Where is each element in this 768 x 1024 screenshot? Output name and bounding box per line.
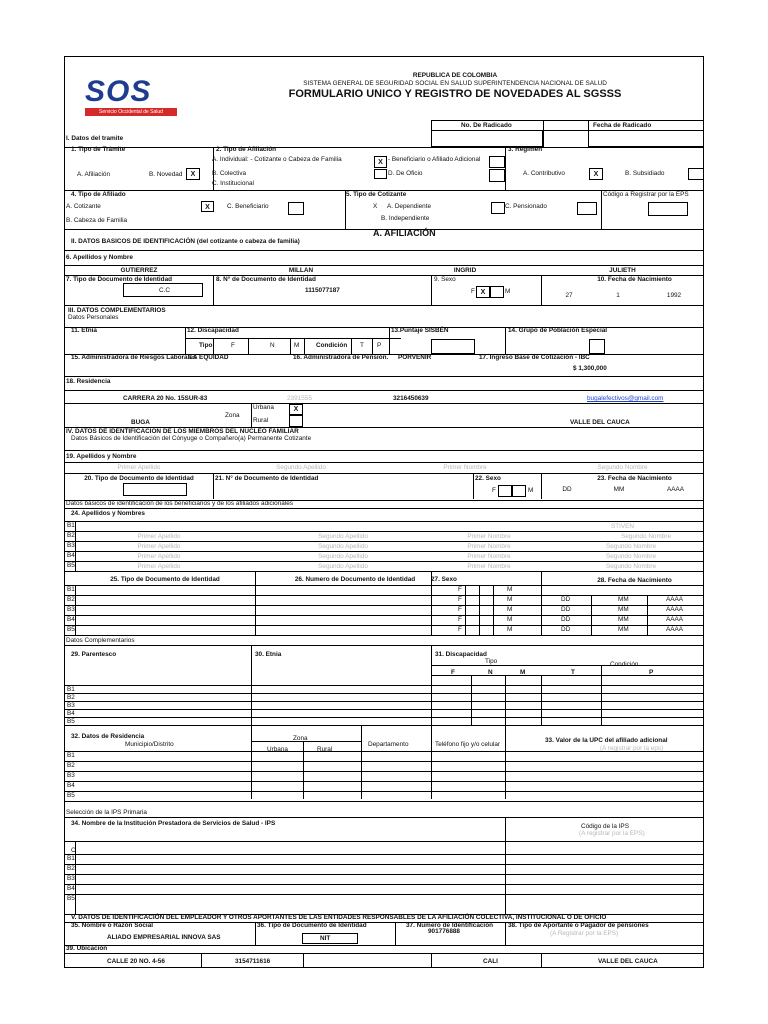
- comp-row-label-b1: B1: [67, 686, 75, 693]
- fecha-radicado-label: Fecha de Radicado: [593, 122, 652, 129]
- emp-num-value: 901776888: [428, 928, 460, 935]
- benef-doc-type-b2[interactable]: [75, 595, 255, 605]
- upc-sub: (A registrar por la eps): [600, 745, 664, 752]
- subsidiado-checkbox[interactable]: [688, 168, 704, 180]
- tipo-afiliado-label: 4. Tipo de Afiliado: [71, 191, 126, 198]
- doc-row-label-b1: B1: [67, 586, 75, 593]
- res-row-label-b3: B3: [67, 772, 75, 779]
- doc-row-label-b4: B4: [67, 616, 75, 623]
- benef-name-row-b5[interactable]: [75, 561, 704, 571]
- colectiva-label: B. Colectiva: [212, 170, 247, 177]
- novedad-label: B. Novedad: [149, 171, 183, 178]
- regimen-label: 3. Régimen: [508, 146, 543, 153]
- benef-sexo-f-b3: F: [458, 606, 462, 613]
- benef-zona-label: Zona: [293, 735, 308, 742]
- benef-name-row-b2[interactable]: [75, 531, 704, 541]
- conyuge-sexo-label: 22. Sexo: [475, 475, 501, 482]
- rural-checkbox[interactable]: [289, 415, 303, 427]
- conyuge-tipo-doc-field[interactable]: [123, 483, 187, 496]
- comp-row-label-b4: B4: [67, 710, 75, 717]
- row-label-b1: B1: [67, 522, 75, 529]
- benef-urbana-label: Urbana: [267, 746, 288, 753]
- benef-aaaa-b3: AAAA: [666, 606, 684, 613]
- benef-name-row-b4[interactable]: [75, 551, 704, 561]
- benef-disc-p: P: [649, 669, 654, 676]
- zona-label: Zona: [225, 412, 240, 419]
- ips-row-label-b5: B5: [67, 895, 75, 902]
- sos-logo: [85, 77, 177, 117]
- benef-telefono-label: Teléfono fijo y/o celular: [435, 741, 501, 748]
- benef-name-row-b1[interactable]: [75, 521, 704, 531]
- urbana-checkbox[interactable]: X: [289, 404, 303, 415]
- apellidos-nombre-label: 6. Apellidos y Nombre: [66, 254, 133, 261]
- beneficiario-field[interactable]: [288, 202, 304, 215]
- benef-sub: Datos básicos de identificación de los beneficiarios y de los afiliados adicionales: [66, 500, 293, 507]
- row-label-b3: B3: [67, 542, 75, 549]
- conyuge-sexo-m: M: [528, 487, 534, 494]
- primer-nombre: INGRID: [453, 267, 477, 274]
- benef-disc-condicion: Condición: [610, 661, 639, 668]
- afp-label: 16. Administradora de Pensión.: [293, 354, 389, 361]
- afp-value: PORVENIR: [398, 354, 432, 361]
- doc-row-label-b5: B5: [67, 626, 75, 633]
- sec4-sub: Datos Básicos de Identificación del Cónyuge o Compañero(a) Permanente Cotizante: [71, 435, 312, 442]
- individual-label: A. Individual: - Cotizante o Cabeza de Familia: [212, 156, 342, 163]
- tipo-tramite-label: 1. Tipo de Trámite: [71, 146, 126, 153]
- dependiente-mark: X: [373, 203, 378, 210]
- direccion-value: CARRERA 20 No. 15SUR-83: [123, 395, 208, 402]
- benef-residencia-label: 32. Datos de Residencia: [71, 733, 145, 740]
- b4-primer-apellido[interactable]: Primer Apellido: [137, 553, 181, 560]
- arl-label: 15. Administradora de Riesgos Laborales: [71, 354, 197, 361]
- emp-num-label: 37. Numero de Identificación: [406, 922, 494, 929]
- benef-sexo-f-b4: F: [458, 616, 462, 623]
- cotizante-label: A. Cotizante: [66, 203, 101, 210]
- ubicacion-label: 39. Ubicación: [66, 945, 108, 952]
- conyuge-segundo-apellido[interactable]: Segundo Apellido: [276, 464, 326, 471]
- disc-f: F: [231, 342, 235, 349]
- ips-row-label-b4: B4: [67, 885, 75, 892]
- comp-row-label-b2: B2: [67, 694, 75, 701]
- conyuge-sexo-m-box[interactable]: [512, 485, 526, 497]
- beneficiario-checkbox[interactable]: X: [201, 201, 214, 212]
- grupo-poblacion-field[interactable]: [589, 339, 605, 354]
- radicado-field[interactable]: [431, 130, 543, 147]
- parentesco-label: 29. Parentesco: [71, 651, 117, 658]
- grupo-poblacion-label: 14. Grupo de Población Especial: [508, 327, 608, 334]
- departamento-value: VALLE DEL CAUCA: [570, 419, 630, 426]
- emp-telefono: 3154711616: [235, 958, 271, 965]
- emp-tipo-doc-value: NIT: [320, 935, 331, 942]
- arl-value: LA EQUIDAD: [189, 354, 229, 361]
- conyuge-sexo-f-box[interactable]: [498, 485, 512, 497]
- benef-municipio-label: Municipio/Distrito: [125, 741, 174, 748]
- doc-row-label-b3: B3: [67, 606, 75, 613]
- b3-segundo-apellido[interactable]: Segundo Apellido: [318, 543, 368, 550]
- etnia-label: 11. Etnia: [71, 327, 97, 334]
- segundo-apellido: MILLAN: [288, 267, 314, 274]
- sexo-label: 9. Sexo: [434, 276, 456, 283]
- benef-sexo-m-b4: M: [507, 616, 513, 623]
- benef-aaaa-b4: AAAA: [666, 616, 684, 623]
- row-label-b4: B4: [67, 552, 75, 559]
- res-row-label-b5: B5: [67, 792, 75, 799]
- logo-subtitle: Servicio Occidental de Salud: [85, 108, 177, 116]
- ips-sel-label: Selección de la IPS Primaria: [66, 809, 147, 816]
- conyuge-primer-apellido[interactable]: Primer Apellido: [117, 464, 161, 471]
- individual-checkbox[interactable]: X: [374, 156, 387, 168]
- contributivo-checkbox[interactable]: X: [589, 168, 603, 180]
- contributivo-label: A. Contributivo: [523, 170, 565, 177]
- b5-segundo-apellido[interactable]: Segundo Apellido: [318, 563, 368, 570]
- sexo-f-checkbox[interactable]: X: [476, 286, 490, 298]
- upc-label: 33. Valor de la UPC del afiliado adicional: [545, 737, 668, 744]
- disc-p: P: [377, 342, 382, 349]
- radicado-label: No. De Radicado: [461, 122, 512, 129]
- subsidiado-label: B. Subsidiado: [625, 170, 665, 177]
- b5-primer-nombre[interactable]: Primer Nombre: [467, 563, 511, 570]
- dependiente-checkbox[interactable]: [491, 202, 505, 214]
- benef-doc-type-b5[interactable]: [75, 625, 255, 635]
- conyuge-apellidos-label: 19. Apellidos y Nombre: [66, 453, 137, 460]
- b2-segundo-apellido[interactable]: Segundo Apellido: [318, 533, 368, 540]
- benef-dd-b5: DD: [561, 626, 571, 633]
- afiliacion-label: A. Afiliación: [77, 171, 111, 178]
- benef-mm-b2: MM: [618, 596, 629, 603]
- disc-t: T: [360, 342, 364, 349]
- b2-primer-apellido[interactable]: Primer Apellido: [137, 533, 181, 540]
- ips-row-label-b3: B3: [67, 875, 75, 882]
- benef-doc-type-b3[interactable]: [75, 605, 255, 615]
- benef-sexo-f-b2: F: [458, 596, 462, 603]
- ibc-label: 17. Ingreso Base de Cotización - IBC: [479, 354, 590, 361]
- emp-tipo-doc-label: 36. Tipo de Documento de Identidad: [257, 922, 367, 929]
- beneficiario-label: C. Beneficiario: [227, 203, 269, 210]
- conyuge-num-doc-label: 21. N° de Documento de Identidad: [215, 475, 319, 482]
- b5-primer-apellido[interactable]: Primer Apellido: [137, 563, 181, 570]
- num-doc-label: 8. N° de Documento de Identidad: [216, 276, 316, 283]
- fecha-nac-label: 10. Fecha de Nacimiento: [597, 276, 672, 283]
- b2-primer-nombre[interactable]: Primer Nombre: [467, 533, 511, 540]
- ibc-value: $ 1,300,000: [573, 365, 607, 372]
- benef-num-doc-label: 26. Numero de Documento de Identidad: [294, 576, 416, 583]
- sec5-title: V. DATOS DE IDENTIFICACIÓN DEL EMPLEADOR Y OTROS APORTANTES DE LAS ENTIDADES RESPONSABLES DE LA AFILIACIÓN COLECTIVA, INSTITUCIONAL O DE OFICIO: [71, 914, 607, 921]
- benef-dd-b3: DD: [561, 606, 571, 613]
- emp-direccion: CALLE 20 NO. 4-56: [107, 958, 165, 965]
- b4-segundo-apellido[interactable]: Segundo Apellido: [318, 553, 368, 560]
- disc-condicion: Condición: [316, 342, 348, 349]
- b4-segundo-nombre[interactable]: Segundo Nombre: [605, 553, 657, 560]
- benef-doc-num-b5[interactable]: [255, 625, 431, 635]
- benef-apellidos-label: 24. Apellidos y Nombres: [71, 510, 145, 517]
- fecha-nac-dd: 27: [565, 292, 573, 299]
- benef-sexo-label: 27. Sexo: [431, 576, 457, 583]
- sisben-field[interactable]: [431, 339, 475, 354]
- benef-name-row-b3[interactable]: [75, 541, 704, 551]
- conyuge-segundo-nombre[interactable]: Segundo Nombre: [597, 464, 648, 471]
- sexo-f-label: F: [471, 288, 475, 295]
- benef-sexo-m-b3: M: [507, 606, 513, 613]
- disc-m: M: [294, 342, 300, 349]
- benef-disc-label: 31. Discapacidad: [435, 651, 487, 658]
- celular-value: 3216450639: [393, 395, 429, 402]
- conyuge-fecha-label: 23. Fecha de Nacimiento: [597, 475, 672, 482]
- benef-aaaa-b2: AAAA: [666, 596, 684, 603]
- b5-segundo-nombre[interactable]: Segundo Nombre: [605, 563, 657, 570]
- benef-etnia-label: 30. Etnia: [255, 651, 282, 658]
- benef-sexo-m-b2: M: [507, 596, 513, 603]
- affiliation-form: [64, 56, 704, 968]
- razon-label: 35. Nombre o Razón Social: [71, 922, 154, 929]
- conyuge-mm: MM: [613, 486, 625, 493]
- benef-doc-num-b3[interactable]: [255, 605, 431, 615]
- conyuge-tipo-doc-label: 20. Tipo de Documento de Identidad: [84, 475, 194, 482]
- benef-disc-tipo: Tipo: [485, 658, 498, 665]
- sec3-sub: Datos Personales: [68, 314, 119, 321]
- benef-dd-b4: DD: [561, 616, 571, 623]
- razon-value: ALIADO EMPRESARIAL INNOVA SAS: [107, 934, 221, 941]
- sisben-label: 13.Puntaje SISBÉN: [391, 327, 449, 334]
- fecha-radicado-field[interactable]: [588, 130, 704, 147]
- header-system: SISTEMA GENERAL DE SEGURIDAD SOCIAL EN SALUD SUPERINTENDENCIA NACIONAL DE SALUD: [303, 80, 607, 87]
- benef-sexo-m-b1: M: [507, 586, 513, 593]
- datos-comp-label: Datos Complementarios: [66, 637, 135, 644]
- ips-c-row: C: [71, 847, 76, 854]
- dependiente-label: A. Dependiente: [387, 203, 432, 210]
- emp-ciudad: CALI: [483, 958, 498, 965]
- independiente-label: B. Independiente: [381, 215, 430, 222]
- tipo-doc-value: C.C: [159, 287, 171, 294]
- benef-aaaa-b5: AAAA: [666, 626, 684, 633]
- afiliacion-banner: A. AFILIACIÓN: [373, 228, 436, 238]
- num-doc-value: 1115077187: [305, 287, 340, 294]
- page-title: FORMULARIO UNICO Y REGISTRO DE NOVEDADES AL SGSSS: [288, 88, 622, 100]
- benef-mm-b5: MM: [618, 626, 629, 633]
- sexo-m-checkbox[interactable]: [490, 286, 504, 298]
- benef-doc-num-b2[interactable]: [255, 595, 431, 605]
- ips-row-label-b1: B1: [67, 855, 75, 862]
- row-label-b5: B5: [67, 562, 75, 569]
- urbana-label: Urbana: [253, 404, 274, 411]
- pensionado-checkbox[interactable]: [577, 202, 597, 215]
- conyuge-primer-nombre[interactable]: Primer Nombre: [443, 464, 487, 471]
- b2-segundo-nombre[interactable]: Segundo Nombre: [620, 533, 672, 540]
- benef-tipo-doc-label: 25. Tipo de Documento de Identidad: [110, 576, 220, 583]
- benef-disc-n: N: [488, 669, 493, 676]
- ips-codigo-label: Código de la IPS: [581, 823, 629, 830]
- comp-row-label-b5: B5: [67, 718, 75, 725]
- benef-doc-num-b1[interactable]: [255, 585, 431, 595]
- tipo-cotizante-label: 5. Tipo de Cotizante: [346, 191, 407, 198]
- tipo-doc-label: 7. Tipo de Documento de Identidad: [66, 276, 173, 283]
- de-oficio-label: D. De Oficio: [388, 170, 423, 177]
- benef-sexo-m-b5: M: [507, 626, 513, 633]
- sec4-title: IV. DATOS DE IDENTIFICACIÓN DE LOS MIEMBROS DEL NÚCLEO FAMILIAR: [66, 428, 299, 435]
- de-oficio-checkbox[interactable]: [489, 169, 505, 182]
- discapacidad-tipo: Tipo: [199, 342, 213, 349]
- institucional-label: C. Institucional: [212, 180, 254, 187]
- residencia-label: 18. Residencia: [66, 378, 111, 385]
- fecha-nac-aaaa: 1992: [666, 292, 682, 299]
- benef-doc-type-b4[interactable]: [75, 615, 255, 625]
- tipo-afiliacion-label: 2. Tipo de Afiliación: [216, 146, 277, 153]
- res-row-label-b2: B2: [67, 762, 75, 769]
- tipo-aportante-sub: (A Registrar por la EPS): [550, 930, 619, 937]
- doc-row-label-b2: B2: [67, 596, 75, 603]
- segundo-nombre: JULIETH: [609, 267, 636, 274]
- header-country: REPUBLICA DE COLOMBIA: [412, 72, 498, 79]
- disc-n: N: [270, 342, 275, 349]
- res-row-label-b1: B1: [67, 752, 75, 759]
- beneficiario-adicional-label: - Beneficiario o Afiliado Adicional: [388, 156, 481, 163]
- novedad-checkbox[interactable]: X: [186, 168, 200, 180]
- b3-segundo-nombre[interactable]: Segundo Nombre: [605, 543, 657, 550]
- conyuge-aaaa: AAAA: [666, 486, 685, 493]
- cabeza-familia-label: B. Cabeza de Familia: [66, 217, 128, 224]
- discapacidad-label: 12. Discapacidad: [187, 327, 239, 334]
- telefono-value: 2391555: [287, 395, 312, 402]
- b1-segundo-nombre[interactable]: STIVEN: [610, 523, 635, 530]
- emp-departamento: VALLE DEL CAUCA: [598, 958, 658, 965]
- email-link[interactable]: bugalefectivos@gmail.com: [587, 395, 664, 402]
- fecha-nac-mm: 1: [616, 292, 620, 299]
- benef-mm-b4: MM: [618, 616, 629, 623]
- municipio-value: BUGA: [131, 419, 150, 426]
- benef-dd-b2: DD: [561, 596, 571, 603]
- benef-doc-type-b1[interactable]: [75, 585, 255, 595]
- sec2-title: II. DATOS BASICOS DE IDENTIFICACIÓN (del cotizante o cabeza de familia): [71, 238, 300, 245]
- rural-label: Rural: [253, 417, 269, 424]
- benef-mm-b3: MM: [618, 606, 629, 613]
- benef-disc-m: M: [520, 669, 526, 676]
- benef-fecha-label: 28. Fecha de Nacimiento: [597, 577, 672, 584]
- primer-apellido: GUTIERREZ: [120, 267, 158, 274]
- benef-disc-f: F: [451, 669, 455, 676]
- logo-text: SOS: [85, 75, 152, 108]
- benef-doc-num-b4[interactable]: [255, 615, 431, 625]
- benef-sexo-f-b1: F: [458, 586, 462, 593]
- benef-rural-label: Rural: [317, 746, 333, 753]
- codigo-eps-field[interactable]: [648, 202, 688, 216]
- ips-row-label-b2: B2: [67, 865, 75, 872]
- comp-row-label-b3: B3: [67, 702, 75, 709]
- sec1-title: I. Datos del tramite: [66, 135, 124, 142]
- beneficiario-adicional-checkbox[interactable]: [489, 156, 505, 168]
- sec3-title: III. DATOS COMPLEMENTARIOS: [68, 307, 166, 314]
- colectiva-checkbox[interactable]: [374, 169, 387, 179]
- tipo-aportante-label: 38. Tipo de Aportante o Pagador de pensiones: [508, 922, 649, 929]
- benef-disc-t: T: [571, 669, 575, 676]
- b3-primer-nombre[interactable]: Primer Nombre: [467, 543, 511, 550]
- b4-primer-nombre[interactable]: Primer Nombre: [467, 553, 511, 560]
- conyuge-sexo-f: F: [492, 487, 496, 494]
- conyuge-dd: DD: [562, 486, 572, 493]
- row-label-b2: B2: [67, 532, 75, 539]
- ips-codigo-sub: (A registrar por la EPS): [579, 830, 645, 837]
- b3-primer-apellido[interactable]: Primer Apellido: [137, 543, 181, 550]
- sexo-m-label: M: [505, 288, 511, 295]
- benef-sexo-f-b5: F: [458, 626, 462, 633]
- res-row-label-b4: B4: [67, 782, 75, 789]
- pensionado-label: C. Pensionado: [505, 203, 547, 210]
- codigo-eps-label: Código a Registrar por la EPS: [603, 191, 689, 198]
- ips-nombre-label: 34. Nombre de la Institución Prestadora de Servicios de Salud - IPS: [71, 820, 276, 827]
- benef-departamento-label: Departamento: [368, 741, 409, 748]
